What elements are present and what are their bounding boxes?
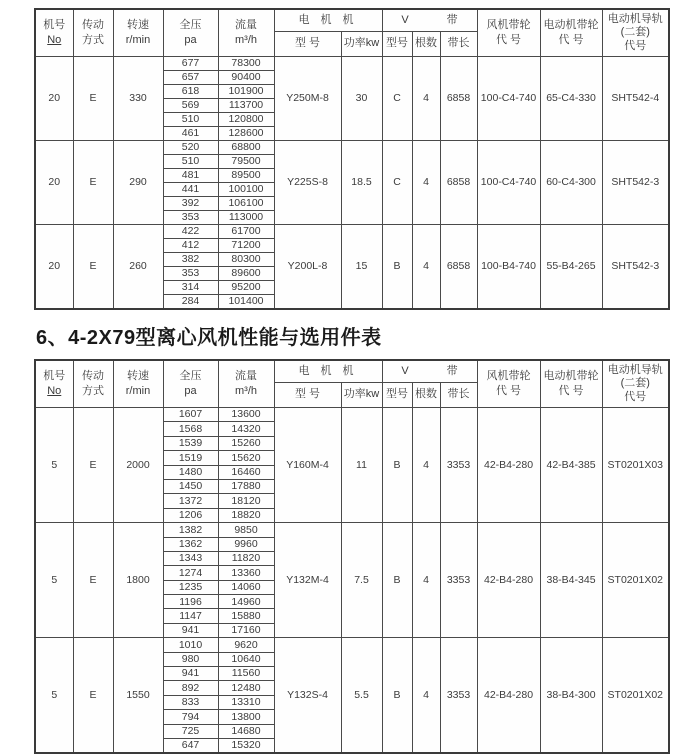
header-text: (二套) xyxy=(620,377,650,390)
data-row xyxy=(35,408,669,422)
motor-pulley-cell: 38-B4-300 xyxy=(540,638,602,754)
flow-cell: 9850 xyxy=(218,523,274,537)
pressure-cell: 1343 xyxy=(163,551,218,565)
drive-mode-cell: E xyxy=(73,523,113,638)
pressure-cell: 510 xyxy=(163,155,218,169)
drive-mode-cell: E xyxy=(73,408,113,523)
col-header-belt-type: 型号 xyxy=(382,32,412,57)
flow-cell: 17160 xyxy=(218,623,274,637)
flow-cell: 101900 xyxy=(218,85,274,99)
header-text: 转速 xyxy=(127,370,149,383)
col-header-speed xyxy=(113,9,163,57)
col-header-motor-pulley xyxy=(540,9,602,57)
drive-mode-cell: E xyxy=(73,141,113,225)
flow-cell: 14060 xyxy=(218,580,274,594)
pressure-cell: 647 xyxy=(163,738,218,753)
fan-pulley-cell: 42-B4-280 xyxy=(477,523,540,638)
col-header-fan-pulley xyxy=(477,360,540,408)
flow-cell: 71200 xyxy=(218,239,274,253)
col-header-belt-type: 型号 xyxy=(382,383,412,408)
fan-spec-table-1 xyxy=(34,8,670,310)
header-text: 流量 xyxy=(235,370,257,383)
motor-model-cell: Y200L-8 xyxy=(274,225,341,310)
header-text: 传动 xyxy=(82,19,104,32)
header-text: m³/h xyxy=(235,34,257,46)
col-header-machine-no xyxy=(35,360,73,408)
col-header-machine-no xyxy=(35,9,73,57)
pressure-cell: 1010 xyxy=(163,638,218,652)
col-header-motor-model: 型 号 xyxy=(274,32,341,57)
col-group-vbelt xyxy=(382,360,477,383)
motor-model-cell: Y250M-8 xyxy=(274,57,341,141)
pressure-cell: 1568 xyxy=(163,422,218,436)
pressure-cell: 1607 xyxy=(163,408,218,422)
flow-cell: 11820 xyxy=(218,551,274,565)
pressure-cell: 1147 xyxy=(163,609,218,623)
header-text: 代 号 xyxy=(496,34,522,46)
belt-length-cell: 3353 xyxy=(440,638,477,754)
belt-type-cell: B xyxy=(382,225,412,310)
data-row xyxy=(35,638,669,652)
flow-cell: 113000 xyxy=(218,211,274,225)
col-group-vbelt xyxy=(382,9,477,32)
motor-power-cell: 11 xyxy=(341,408,382,523)
flow-cell: 61700 xyxy=(218,225,274,239)
rail-code-cell: ST0201X02 xyxy=(602,638,669,754)
col-header-pressure xyxy=(163,360,218,408)
motor-power-cell: 18.5 xyxy=(341,141,382,225)
flow-cell: 15880 xyxy=(218,609,274,623)
pressure-cell: 833 xyxy=(163,695,218,709)
machine-no-cell: 5 xyxy=(35,523,73,638)
pressure-cell: 353 xyxy=(163,267,218,281)
header-text: 全压 xyxy=(179,370,202,383)
speed-cell: 290 xyxy=(113,141,163,225)
motor-model-cell: Y160M-4 xyxy=(274,408,341,523)
drive-mode-cell: E xyxy=(73,57,113,141)
flow-cell: 10640 xyxy=(218,652,274,666)
pressure-cell: 510 xyxy=(163,113,218,127)
motor-model-cell: Y132M-4 xyxy=(274,523,341,638)
pressure-cell: 520 xyxy=(163,141,218,155)
fan-pulley-cell: 42-B4-280 xyxy=(477,638,540,754)
flow-cell: 90400 xyxy=(218,71,274,85)
speed-cell: 1550 xyxy=(113,638,163,754)
pressure-cell: 941 xyxy=(163,623,218,637)
pressure-cell: 1372 xyxy=(163,494,218,508)
header-text: r/min xyxy=(125,34,151,46)
flow-cell: 16460 xyxy=(218,465,274,479)
pressure-cell: 1196 xyxy=(163,595,218,609)
col-header-belt-count: 根数 xyxy=(412,32,440,57)
data-row xyxy=(35,57,669,71)
flow-cell: 78300 xyxy=(218,57,274,71)
machine-no-cell: 20 xyxy=(35,225,73,310)
header-text: 电动机导轨 xyxy=(607,364,663,377)
header-text: 机号 xyxy=(43,19,66,32)
col-header-motor-power: 功率kw xyxy=(341,32,382,57)
motor-power-cell: 7.5 xyxy=(341,523,382,638)
rail-code-cell: SHT542-3 xyxy=(602,225,669,310)
fan-pulley-cell: 100-C4-740 xyxy=(477,57,540,141)
section-heading: 6、4-2X79型离心风机性能与选用件表 xyxy=(36,327,382,349)
col-header-fan-pulley xyxy=(477,9,540,57)
pressure-cell: 353 xyxy=(163,211,218,225)
header-text: V xyxy=(401,13,409,26)
belt-length-cell: 3353 xyxy=(440,523,477,638)
header-text: 机号 xyxy=(43,370,66,383)
header-text: 方式 xyxy=(82,34,104,46)
pressure-cell: 314 xyxy=(163,281,218,295)
table-header xyxy=(35,360,669,408)
motor-pulley-cell: 65-C4-330 xyxy=(540,57,602,141)
pressure-cell: 284 xyxy=(163,295,218,310)
fan-pulley-cell: 100-B4-740 xyxy=(477,225,540,310)
header-text: 全压 xyxy=(179,19,202,32)
belt-type-cell: B xyxy=(382,523,412,638)
flow-cell: 15260 xyxy=(218,436,274,450)
belt-count-cell: 4 xyxy=(412,523,440,638)
pressure-cell: 794 xyxy=(163,710,218,724)
pressure-cell: 892 xyxy=(163,681,218,695)
header-text: 传动 xyxy=(82,370,104,383)
col-header-belt-count: 根数 xyxy=(412,383,440,408)
header-text: V xyxy=(401,364,409,377)
motor-pulley-cell: 38-B4-345 xyxy=(540,523,602,638)
header-text: 代号 xyxy=(624,390,647,403)
flow-cell: 18820 xyxy=(218,508,274,522)
header-text: 电动机导轨 xyxy=(607,13,663,26)
flow-cell: 106100 xyxy=(218,197,274,211)
header-text: 方式 xyxy=(82,385,104,397)
header-text: 流量 xyxy=(235,19,257,32)
col-header-flow xyxy=(218,360,274,408)
data-row xyxy=(35,225,669,239)
flow-cell: 128600 xyxy=(218,127,274,141)
pressure-cell: 1480 xyxy=(163,465,218,479)
flow-cell: 89500 xyxy=(218,169,274,183)
flow-cell: 79500 xyxy=(218,155,274,169)
pressure-cell: 657 xyxy=(163,71,218,85)
header-text: 代 号 xyxy=(496,385,522,397)
machine-no-cell: 20 xyxy=(35,141,73,225)
belt-type-cell: B xyxy=(382,638,412,754)
motor-power-cell: 30 xyxy=(341,57,382,141)
flow-cell: 80300 xyxy=(218,253,274,267)
fan-spec-table-2 xyxy=(34,359,670,754)
belt-count-cell: 4 xyxy=(412,638,440,754)
flow-cell: 15620 xyxy=(218,451,274,465)
motor-pulley-cell: 55-B4-265 xyxy=(540,225,602,310)
header-text: 风机带轮 xyxy=(486,19,531,32)
belt-count-cell: 4 xyxy=(412,225,440,310)
belt-length-cell: 6858 xyxy=(440,141,477,225)
header-text: pa xyxy=(184,385,197,397)
pressure-cell: 481 xyxy=(163,169,218,183)
speed-cell: 2000 xyxy=(113,408,163,523)
rail-code-cell: ST0201X02 xyxy=(602,523,669,638)
pressure-cell: 1235 xyxy=(163,580,218,594)
belt-count-cell: 4 xyxy=(412,57,440,141)
header-text: 电动机带轮 xyxy=(543,19,599,32)
pressure-cell: 980 xyxy=(163,652,218,666)
pressure-cell: 1519 xyxy=(163,451,218,465)
col-header-motor-pulley xyxy=(540,360,602,408)
belt-type-cell: B xyxy=(382,408,412,523)
flow-cell: 113700 xyxy=(218,99,274,113)
col-group-motor: 电 机 机 xyxy=(274,9,382,32)
header-text: No xyxy=(47,34,62,46)
table-body xyxy=(35,408,669,754)
flow-cell: 9620 xyxy=(218,638,274,652)
belt-length-cell: 3353 xyxy=(440,408,477,523)
machine-no-cell: 20 xyxy=(35,57,73,141)
flow-cell: 68800 xyxy=(218,141,274,155)
drive-mode-cell: E xyxy=(73,638,113,754)
header-text: 风机带轮 xyxy=(486,370,531,383)
flow-cell: 12480 xyxy=(218,681,274,695)
header-text: (二套) xyxy=(620,26,650,39)
col-header-speed xyxy=(113,360,163,408)
pressure-cell: 1539 xyxy=(163,436,218,450)
pressure-cell: 1382 xyxy=(163,523,218,537)
header-text: 代 号 xyxy=(558,385,584,397)
flow-cell: 13600 xyxy=(218,408,274,422)
flow-cell: 89600 xyxy=(218,267,274,281)
motor-power-cell: 15 xyxy=(341,225,382,310)
pressure-cell: 441 xyxy=(163,183,218,197)
motor-pulley-cell: 42-B4-385 xyxy=(540,408,602,523)
motor-model-cell: Y132S-4 xyxy=(274,638,341,754)
rail-code-cell: ST0201X03 xyxy=(602,408,669,523)
col-header-rail xyxy=(602,9,669,57)
motor-pulley-cell: 60-C4-300 xyxy=(540,141,602,225)
pressure-cell: 392 xyxy=(163,197,218,211)
data-row xyxy=(35,523,669,537)
header-text: 代号 xyxy=(624,39,647,52)
pressure-cell: 382 xyxy=(163,253,218,267)
col-header-pressure xyxy=(163,9,218,57)
header-text: No xyxy=(47,385,62,397)
header-text: pa xyxy=(184,34,197,46)
machine-no-cell: 5 xyxy=(35,638,73,754)
motor-power-cell: 5.5 xyxy=(341,638,382,754)
flow-cell: 101400 xyxy=(218,295,274,310)
pressure-cell: 1362 xyxy=(163,537,218,551)
header-text: 带 xyxy=(446,13,458,26)
pressure-cell: 422 xyxy=(163,225,218,239)
col-header-motor-power: 功率kw xyxy=(341,383,382,408)
belt-type-cell: C xyxy=(382,57,412,141)
belt-count-cell: 4 xyxy=(412,408,440,523)
col-header-motor-model: 型 号 xyxy=(274,383,341,408)
flow-cell: 15320 xyxy=(218,738,274,753)
data-row xyxy=(35,141,669,155)
belt-type-cell: C xyxy=(382,141,412,225)
drive-mode-cell: E xyxy=(73,225,113,310)
header-text: 代 号 xyxy=(558,34,584,46)
col-header-belt-length: 带长 xyxy=(440,383,477,408)
header-text: r/min xyxy=(125,385,151,397)
header-text: m³/h xyxy=(235,385,257,397)
col-header-belt-length: 带长 xyxy=(440,32,477,57)
flow-cell: 100100 xyxy=(218,183,274,197)
rail-code-cell: SHT542-4 xyxy=(602,57,669,141)
col-header-rail xyxy=(602,360,669,408)
fan-pulley-cell: 100-C4-740 xyxy=(477,141,540,225)
flow-cell: 14320 xyxy=(218,422,274,436)
flow-cell: 14960 xyxy=(218,595,274,609)
flow-cell: 14680 xyxy=(218,724,274,738)
flow-cell: 13800 xyxy=(218,710,274,724)
speed-cell: 330 xyxy=(113,57,163,141)
flow-cell: 11560 xyxy=(218,667,274,681)
pressure-cell: 1450 xyxy=(163,479,218,493)
rail-code-cell: SHT542-3 xyxy=(602,141,669,225)
pressure-cell: 677 xyxy=(163,57,218,71)
pressure-cell: 461 xyxy=(163,127,218,141)
col-header-drive-mode xyxy=(73,9,113,57)
belt-length-cell: 6858 xyxy=(440,57,477,141)
pressure-cell: 412 xyxy=(163,239,218,253)
speed-cell: 260 xyxy=(113,225,163,310)
flow-cell: 18120 xyxy=(218,494,274,508)
col-group-motor: 电 机 机 xyxy=(274,360,382,383)
flow-cell: 120800 xyxy=(218,113,274,127)
motor-model-cell: Y225S-8 xyxy=(274,141,341,225)
flow-cell: 9960 xyxy=(218,537,274,551)
flow-cell: 17880 xyxy=(218,479,274,493)
header-text: 转速 xyxy=(127,19,149,32)
flow-cell: 95200 xyxy=(218,281,274,295)
belt-length-cell: 6858 xyxy=(440,225,477,310)
pressure-cell: 941 xyxy=(163,667,218,681)
fan-pulley-cell: 42-B4-280 xyxy=(477,408,540,523)
flow-cell: 13310 xyxy=(218,695,274,709)
pressure-cell: 1206 xyxy=(163,508,218,522)
speed-cell: 1800 xyxy=(113,523,163,638)
header-text: 电动机带轮 xyxy=(543,370,599,383)
col-header-drive-mode xyxy=(73,360,113,408)
pressure-cell: 618 xyxy=(163,85,218,99)
pressure-cell: 725 xyxy=(163,724,218,738)
table-body xyxy=(35,57,669,310)
flow-cell: 13360 xyxy=(218,566,274,580)
table-header xyxy=(35,9,669,57)
machine-no-cell: 5 xyxy=(35,408,73,523)
pressure-cell: 1274 xyxy=(163,566,218,580)
belt-count-cell: 4 xyxy=(412,141,440,225)
header-text: 带 xyxy=(446,364,458,377)
pressure-cell: 569 xyxy=(163,99,218,113)
col-header-flow xyxy=(218,9,274,57)
